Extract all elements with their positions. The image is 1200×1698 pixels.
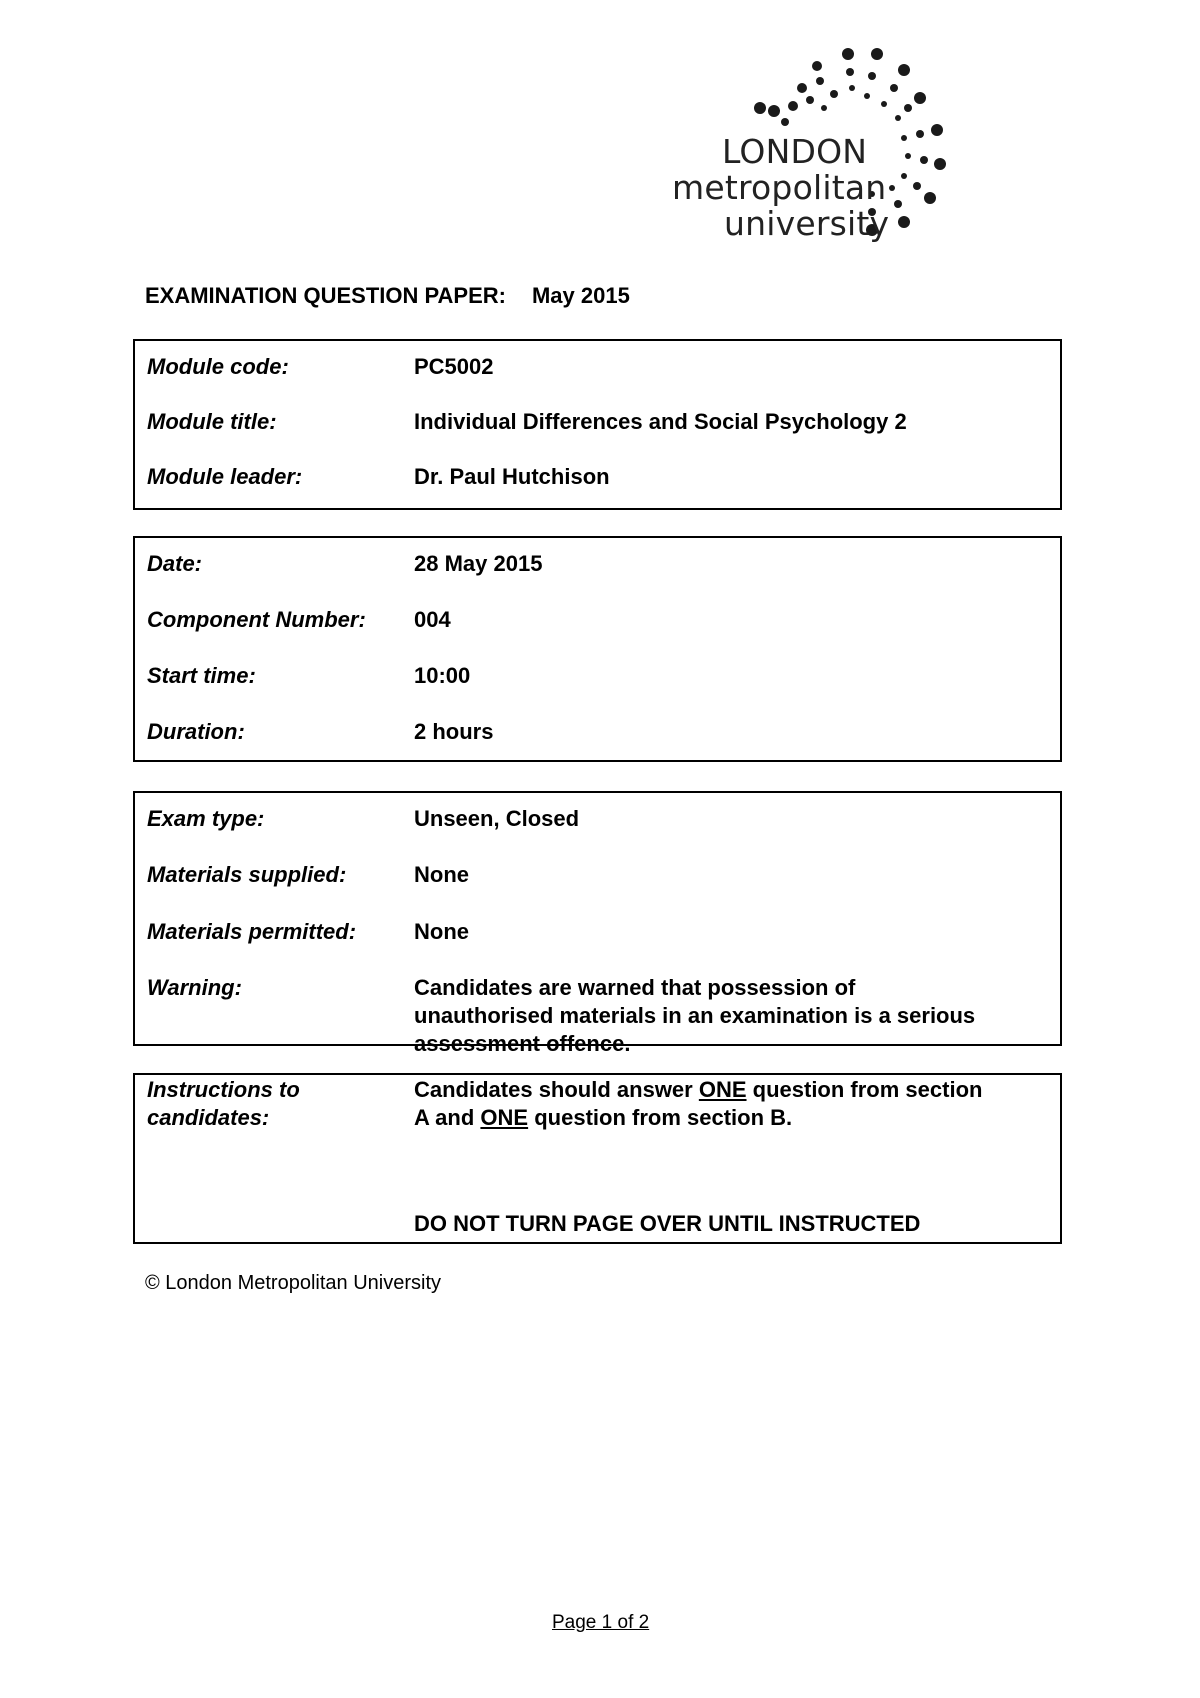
university-logo — [672, 36, 1002, 256]
module-title-value: Individual Differences and Social Psychology 2 — [414, 409, 907, 434]
duration-label: Duration: — [147, 719, 245, 744]
exam-type-label: Exam type: — [147, 806, 265, 831]
materials-permitted-value: None — [414, 919, 469, 944]
module-code-value: PC5002 — [414, 354, 494, 379]
module-code-label: Module code: — [147, 354, 289, 379]
start-time-label: Start time: — [147, 663, 256, 688]
instructions-text-part4: question from section B. — [528, 1105, 793, 1130]
instructions-one-emphasis-2: ONE — [480, 1105, 529, 1130]
do-not-turn-notice: DO NOT TURN PAGE OVER UNTIL INSTRUCTED — [414, 1211, 921, 1236]
module-title-label: Module title: — [147, 409, 277, 434]
instructions-text-part3: A and — [414, 1105, 481, 1130]
logo-text-london: LONDON — [722, 132, 868, 171]
instructions-label-line1: Instructions to — [147, 1077, 300, 1102]
materials-permitted-label: Materials permitted: — [147, 919, 357, 944]
page-number: Page 1 of 2 — [552, 1612, 650, 1633]
instructions-box — [133, 1073, 1062, 1244]
exam-type-value: Unseen, Closed — [414, 806, 580, 831]
date-value: 28 May 2015 — [414, 551, 543, 576]
warning-text — [414, 974, 1059, 1058]
warning-text-line1: Candidates are warned that possession of — [414, 975, 856, 1000]
exam-heading — [145, 283, 630, 309]
instructions-label-line2: candidates: — [147, 1105, 270, 1130]
logo-text-metropolitan: metropolitan — [672, 168, 887, 207]
warning-text-line3: assessment offence. — [414, 1031, 631, 1056]
module-info-box — [133, 339, 1062, 510]
module-leader-value: Dr. Paul Hutchison — [414, 464, 610, 489]
duration-value: 2 hours — [414, 719, 494, 744]
instructions-label — [147, 1076, 407, 1132]
exam-heading-label: EXAMINATION QUESTION PAPER: — [145, 283, 506, 308]
warning-text-line2: unauthorised materials in an examination is a serious — [414, 1003, 976, 1028]
instructions-text-part1: Candidates should answer — [414, 1077, 699, 1102]
exam-schedule-box — [133, 536, 1062, 762]
component-number-label: Component Number: — [147, 607, 366, 632]
exam-conditions-box — [133, 791, 1062, 1056]
start-time-value: 10:00 — [414, 663, 471, 688]
warning-label: Warning: — [147, 975, 242, 1000]
logo-text-university: university — [724, 204, 890, 243]
instructions-text-part2: question from section — [746, 1077, 983, 1102]
instructions-text — [414, 1076, 1059, 1132]
exam-heading-date: May 2015 — [531, 283, 630, 308]
materials-supplied-label: Materials supplied: — [147, 862, 347, 887]
date-label: Date: — [147, 551, 203, 576]
component-number-value: 004 — [414, 607, 451, 632]
materials-supplied-value: None — [414, 862, 469, 887]
module-leader-label: Module leader: — [147, 464, 303, 489]
instructions-one-emphasis-1: ONE — [698, 1077, 747, 1102]
copyright-notice: © London Metropolitan University — [145, 1272, 441, 1294]
